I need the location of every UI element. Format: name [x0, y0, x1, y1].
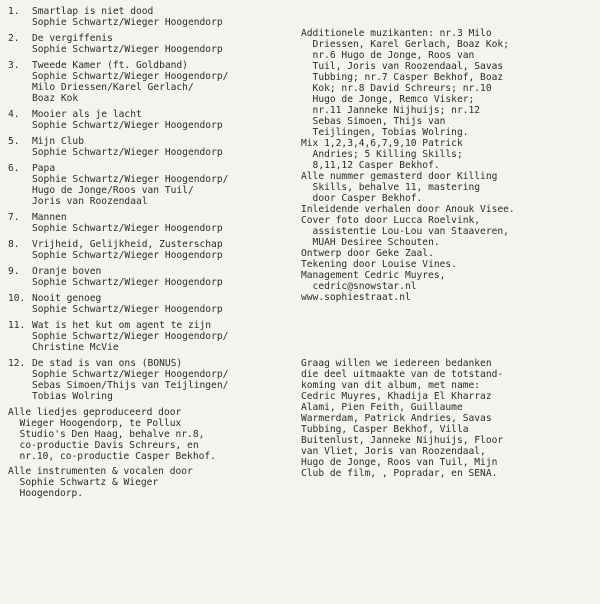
track-writers: Sophie Schwartz/Wieger Hoogendorp — [32, 250, 223, 261]
credits-block-line: door Casper Bekhof. — [301, 193, 423, 204]
note-line: Studio's Den Haag, behalve nr.8, — [8, 429, 205, 440]
credits-block-line: Hugo de Jonge, Remco Visker; — [301, 94, 475, 105]
track-title: Mooier als je lacht — [32, 109, 142, 120]
track-number: 2. — [8, 33, 20, 44]
track-title: Nooit genoeg — [32, 293, 102, 304]
credits-block-line: Mix 1,2,3,4,6,7,9,10 Patrick — [301, 138, 463, 149]
track-writers: Sophie Schwartz/Wieger Hoogendorp — [32, 277, 223, 288]
credits-block-line: nr.11 Janneke Nijhuijs; nr.12 — [301, 105, 481, 116]
track-number: 10. — [8, 293, 26, 304]
track-item — [8, 293, 290, 315]
production-note — [8, 407, 290, 462]
track-writers: Christine McVie — [32, 342, 119, 353]
credits-block-line: Cover foto door Lucca Roelvink, — [301, 215, 481, 226]
track-writers: Sophie Schwartz/Wieger Hoogendorp/ — [32, 174, 229, 185]
credits-block-line: Sebas Simoen, Thijs van — [301, 116, 446, 127]
credits-block-line: Skills, behalve 11, mastering — [301, 182, 481, 193]
credits-block — [301, 28, 594, 303]
credits-block-line: Alle nummer gemasterd door Killing — [301, 171, 498, 182]
note-line: Alle instrumenten & vocalen door — [8, 466, 193, 477]
track-writers: Sophie Schwartz/Wieger Hoogendorp/ — [32, 71, 229, 82]
track-writers: Hugo de Jonge/Roos van Tuil/ — [32, 185, 194, 196]
thanks-block-line: Hugo de Jonge, Roos van Tuil, Mijn — [301, 457, 498, 468]
track-title: Smartlap is niet dood — [32, 6, 154, 17]
thanks-block-line: Graag willen we iedereen bedanken — [301, 358, 492, 369]
credits-block-line: MUAH Desiree Schouten. — [301, 237, 440, 248]
track-item — [8, 266, 290, 288]
track-writers: Sophie Schwartz/Wieger Hoogendorp — [32, 147, 223, 158]
track-number: 6. — [8, 163, 20, 174]
track-number: 3. — [8, 60, 20, 71]
thanks-block-line: die deel uitmaakte van de totstand- — [301, 369, 504, 380]
track-writers: Sophie Schwartz/Wieger Hoogendorp — [32, 120, 223, 131]
thanks-block-line: Club de film, , Popradar, en SENA. — [301, 468, 498, 479]
track-writers: Sophie Schwartz/Wieger Hoogendorp/ — [32, 369, 229, 380]
track-title: Wat is het kut om agent te zijn — [32, 320, 212, 331]
track-title: Vrijheid, Gelijkheid, Zusterschap — [32, 239, 223, 250]
track-number: 9. — [8, 266, 20, 277]
track-writers: Sophie Schwartz/Wieger Hoogendorp — [32, 223, 223, 234]
paragraph-gap — [301, 325, 594, 336]
track-number: 5. — [8, 136, 20, 147]
track-number: 8. — [8, 239, 20, 250]
thanks-block-line: Tubbing, Casper Bekhof, Villa — [301, 424, 469, 435]
track-number: 12. — [8, 358, 26, 369]
credits-block-line: Ontwerp door Geke Zaal. — [301, 248, 434, 259]
track-writers: Sophie Schwartz/Wieger Hoogendorp/ — [32, 331, 229, 342]
track-number: 4. — [8, 109, 20, 120]
thanks-block-line: Cedric Muyres, Khadija El Kharraz — [301, 391, 492, 402]
track-number: 7. — [8, 212, 20, 223]
note-line: Wieger Hoogendorp, te Pollux — [8, 418, 182, 429]
track-item — [8, 320, 290, 353]
thanks-block-line: van Vliet, Joris van Roozendaal, — [301, 446, 486, 457]
track-item — [8, 6, 290, 28]
thanks-block-line: koming van dit album, met name: — [301, 380, 481, 391]
credits-block-line: Andries; 5 Killing Skills; — [301, 149, 463, 160]
track-item — [8, 163, 290, 207]
track-title: Mannen — [32, 212, 67, 223]
note-line: co-productie Davis Schreurs, en — [8, 440, 199, 451]
note-line: Sophie Schwartz & Wieger — [8, 477, 159, 488]
track-writers: Milo Driessen/Karel Gerlach/ — [32, 82, 194, 93]
credits-block-line: nr.6 Hugo de Jonge, Roos van — [301, 50, 475, 61]
track-writers: Sophie Schwartz/Wieger Hoogendorp — [32, 17, 223, 28]
track-item — [8, 239, 290, 261]
track-writers: Joris van Roozendaal — [32, 196, 148, 207]
track-item — [8, 212, 290, 234]
track-item — [8, 358, 290, 402]
track-title: Tweede Kamer (ft. Goldband) — [32, 60, 188, 71]
production-note — [8, 466, 290, 499]
track-title: Oranje boven — [32, 266, 102, 277]
track-number: 1. — [8, 6, 20, 17]
credits-block-line: www.sophiestraat.nl — [301, 292, 411, 303]
credits-block-line: Additionele muzikanten: nr.3 Milo — [301, 28, 492, 39]
note-line: Hoogendorp. — [8, 488, 84, 499]
credits-block-line: Tubbing; nr.7 Casper Bekhof, Boaz — [301, 72, 504, 83]
thanks-block-line: Alami, Pien Feith, Guillaume — [301, 402, 463, 413]
track-item — [8, 33, 290, 55]
track-item — [8, 109, 290, 131]
tracklist-column — [8, 6, 290, 499]
track-title: De vergiffenis — [32, 33, 113, 44]
credits-column — [301, 6, 594, 490]
credits-block-line: Tuil, Joris van Roozendaal, Savas — [301, 61, 504, 72]
thanks-block — [301, 358, 594, 479]
thanks-block-line: Warmerdam, Patrick Andries, Savas — [301, 413, 492, 424]
credits-block-line: Management Cedric Muyres, — [301, 270, 446, 281]
thanks-block-line: Buitenlust, Janneke Nijhuijs, Floor — [301, 435, 504, 446]
note-line: nr.10, co-productie Casper Bekhof. — [8, 451, 216, 462]
track-writers: Sebas Simoen/Thijs van Teijlingen/ — [32, 380, 229, 391]
track-writers: Sophie Schwartz/Wieger Hoogendorp — [32, 44, 223, 55]
credits-block-line: assistentie Lou-Lou van Staaveren, — [301, 226, 509, 237]
track-item — [8, 60, 290, 104]
track-item — [8, 136, 290, 158]
track-writers: Sophie Schwartz/Wieger Hoogendorp — [32, 304, 223, 315]
track-title: De stad is van ons (BONUS) — [32, 358, 183, 369]
track-number: 11. — [8, 320, 26, 331]
credits-block-line: Driessen, Karel Gerlach, Boaz Kok; — [301, 39, 509, 50]
credits-block-line: cedric@snowstar.nl — [301, 281, 417, 292]
note-line: Alle liedjes geproduceerd door — [8, 407, 182, 418]
track-title: Mijn Club — [32, 136, 84, 147]
credits-block-line: Kok; nr.8 David Schreurs; nr.10 — [301, 83, 492, 94]
credits-block-line: Teijlingen, Tobias Wolring. — [301, 127, 469, 138]
track-writers: Boaz Kok — [32, 93, 79, 104]
credits-block-line: Inleidende verhalen door Anouk Visee. — [301, 204, 515, 215]
track-writers: Tobias Wolring — [32, 391, 113, 402]
credits-block-line: 8,11,12 Casper Bekhof. — [301, 160, 440, 171]
credits-block-line: Tekening door Louise Vines. — [301, 259, 457, 270]
track-title: Papa — [32, 163, 56, 174]
